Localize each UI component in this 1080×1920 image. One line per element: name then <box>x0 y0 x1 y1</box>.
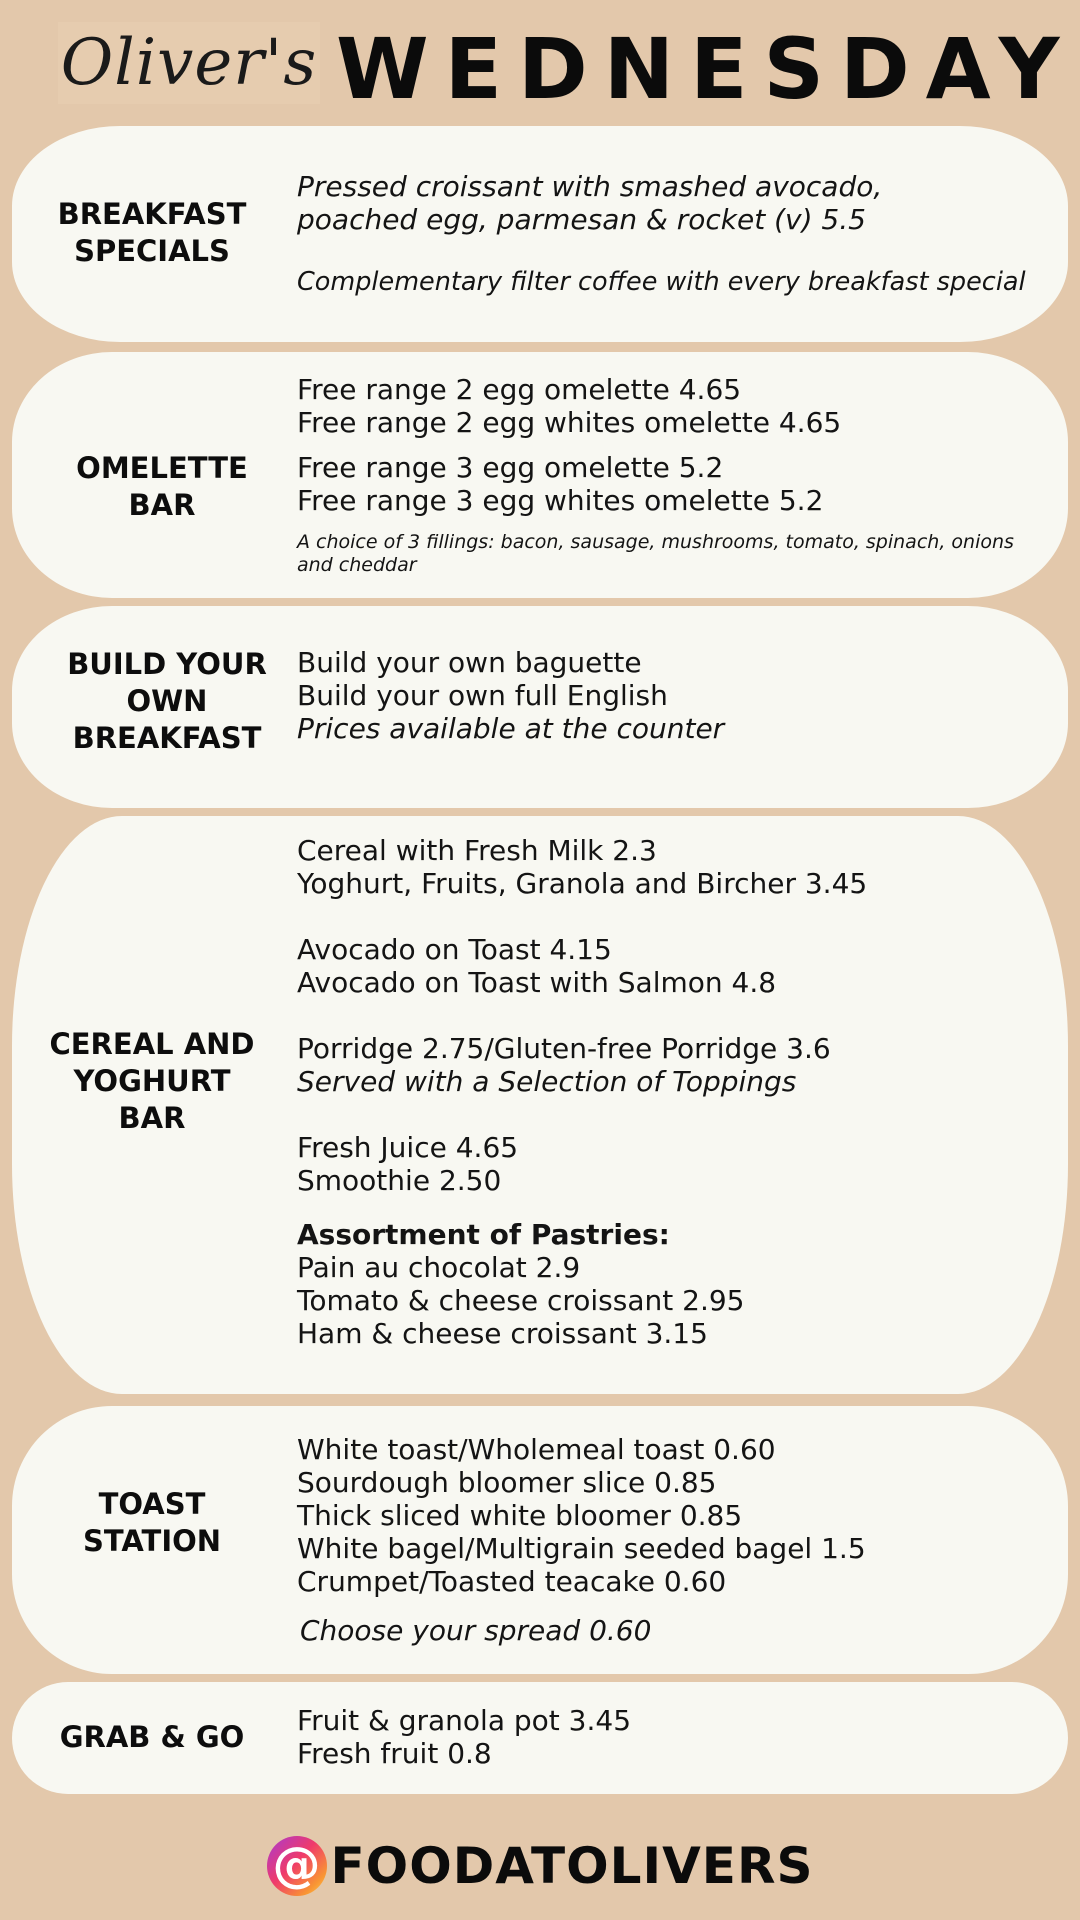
menu-item: White bagel/Multigrain seeded bagel 1.5 <box>297 1532 866 1565</box>
section-toast-station <box>12 1406 1068 1674</box>
section-cereal-yoghurt-bar <box>12 816 1068 1394</box>
menu-item: Smoothie 2.50 <box>297 1164 502 1197</box>
menu-item: Crumpet/Toasted teacake 0.60 <box>297 1565 727 1598</box>
menu-item: Avocado on Toast 4.15 <box>297 933 612 966</box>
menu-item: poached egg, parmesan & rocket (v) 5.5 <box>297 203 866 236</box>
menu-note: A choice of 3 fillings: bacon, sausage, mushrooms, tomato, spinach, onions and cheddar <box>297 531 1014 576</box>
instagram-icon: @ <box>267 1836 327 1896</box>
category-line: OWN <box>126 684 208 718</box>
menu-item: Sourdough bloomer slice 0.85 <box>297 1466 717 1499</box>
menu-note: Choose your spread 0.60 <box>300 1614 652 1647</box>
category-line: BAR <box>118 1101 186 1135</box>
menu-item: Yoghurt, Fruits, Granola and Bircher 3.45 <box>297 867 868 900</box>
menu-item: Tomato & cheese croissant 2.95 <box>297 1284 745 1317</box>
menu-subheading: Assortment of Pastries: <box>297 1218 670 1251</box>
category-line: BREAKFAST <box>57 197 247 231</box>
section-items <box>297 834 1028 1350</box>
menu-header <box>0 0 1080 120</box>
social-footer <box>0 1836 1080 1906</box>
menu-item: Porridge 2.75/Gluten-free Porridge 3.6 <box>297 1032 831 1065</box>
category-label <box>32 1486 272 1560</box>
menu-item: Cereal with Fresh Milk 2.3 <box>297 834 657 867</box>
brand-logo: Oliver's <box>58 22 320 104</box>
menu-item: White toast/Wholemeal toast 0.60 <box>297 1433 776 1466</box>
menu-item: Free range 2 egg whites omelette 4.65 <box>297 406 842 439</box>
section-items <box>297 1704 1028 1770</box>
menu-note: Complementary filter coffee with every breakfast special <box>297 267 1026 297</box>
category-line: BUILD YOUR <box>67 647 267 681</box>
section-breakfast-specials <box>12 126 1068 342</box>
menu-item: Thick sliced white bloomer 0.85 <box>297 1499 743 1532</box>
menu-item: Avocado on Toast with Salmon 4.8 <box>297 966 777 999</box>
section-items <box>297 646 1028 745</box>
category-line: STATION <box>82 1524 222 1558</box>
menu-item: Build your own full English <box>297 679 668 712</box>
category-label <box>32 1026 272 1137</box>
category-line: SPECIALS <box>74 234 230 268</box>
menu-item: Free range 3 egg whites omelette 5.2 <box>297 484 824 517</box>
menu-item: Ham & cheese croissant 3.15 <box>297 1317 708 1350</box>
section-items <box>297 1433 1028 1647</box>
menu-item: Pain au chocolat 2.9 <box>297 1251 581 1284</box>
category-label <box>47 646 287 757</box>
category-line: BAR <box>128 488 196 522</box>
menu-item: Fresh fruit 0.8 <box>297 1737 492 1770</box>
menu-note: Prices available at the counter <box>297 712 725 745</box>
category-line: CEREAL AND <box>49 1027 255 1061</box>
menu-item: Free range 3 egg omelette 5.2 <box>297 451 724 484</box>
category-line: TOAST <box>98 1487 206 1521</box>
handle-text: FOODATOLIVERS <box>330 1837 814 1895</box>
section-items <box>297 373 1028 577</box>
category-label <box>32 196 272 270</box>
category-line: YOGHURT <box>73 1064 231 1098</box>
menu-item: Pressed croissant with smashed avocado, <box>297 170 883 203</box>
category-label <box>32 1719 272 1756</box>
category-label <box>42 450 282 524</box>
section-grab-and-go <box>12 1682 1068 1794</box>
menu-note: Served with a Selection of Toppings <box>297 1065 797 1098</box>
category-line: BREAKFAST <box>72 721 262 755</box>
social-handle[interactable] <box>267 1836 814 1896</box>
menu-item: Fruit & granola pot 3.45 <box>297 1704 632 1737</box>
menu-day-title: WEDNESDAY <box>336 20 1076 118</box>
section-build-your-own <box>12 606 1068 808</box>
category-line: GRAB & GO <box>59 1720 245 1754</box>
menu-item: Build your own baguette <box>297 646 642 679</box>
section-omelette-bar <box>12 352 1068 598</box>
menu-item: Free range 2 egg omelette 4.65 <box>297 373 742 406</box>
category-line: OMELETTE <box>76 451 248 485</box>
section-items <box>297 170 1028 299</box>
menu-item: Fresh Juice 4.65 <box>297 1131 519 1164</box>
